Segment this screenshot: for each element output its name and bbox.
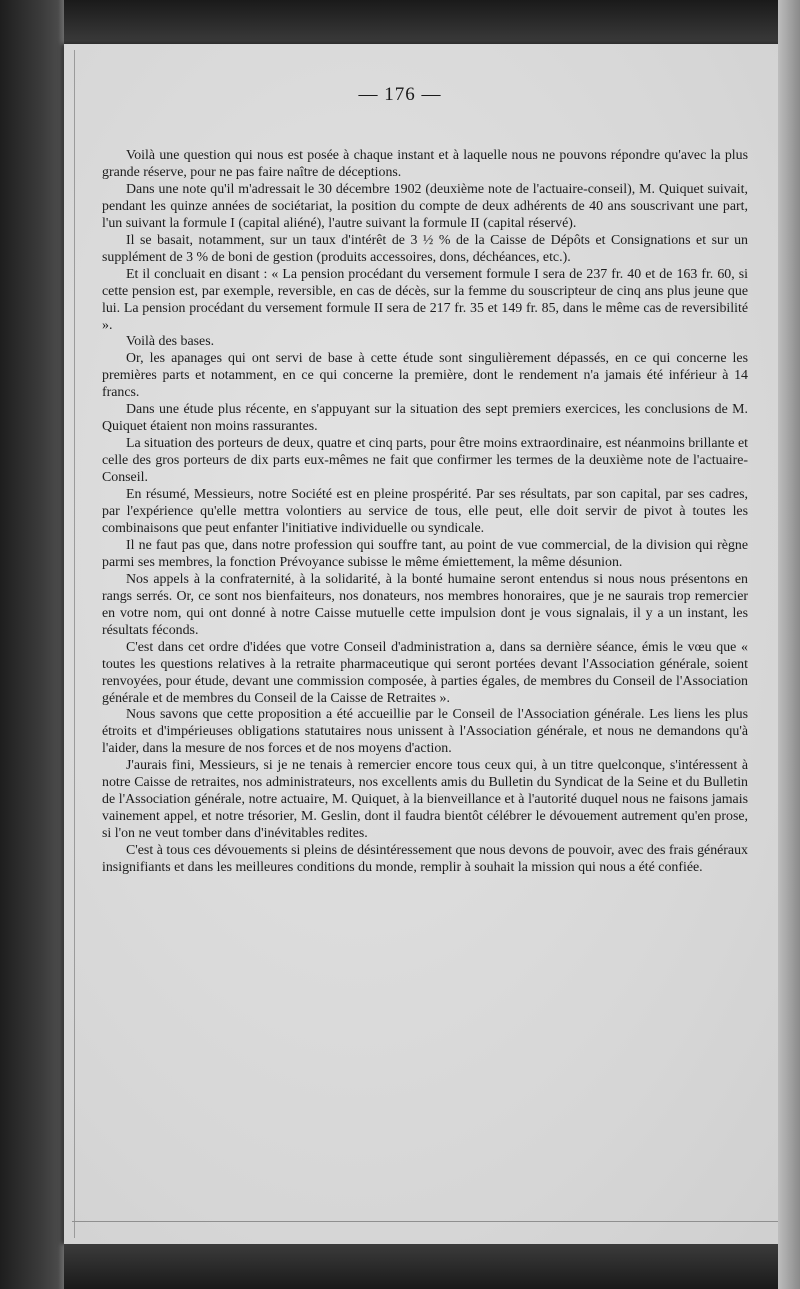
body-text — [102, 148, 748, 877]
paragraph: La situation des porteurs de deux, quatre et cinq parts, pour être moins extraordinaire, est néanmoins brillante et celle des gros porteurs de dix parts eux-mêmes ne fait que confirmer les termes de la deuxième note de l'actuaire-Conseil. — [102, 436, 748, 486]
page-number: — 176 — — [358, 84, 442, 105]
adjacent-page-edge — [778, 0, 800, 1289]
paragraph: C'est à tous ces dévouements si pleins de désintéressement que nous devons de pouvoir, avec des frais généraux insignifiants et dans les meilleures conditions du monde, remplir à souhait la mission qui nous a été confiée. — [102, 843, 748, 876]
paragraph: Nous savons que cette proposition a été accueillie par le Conseil de l'Association générale. Les liens les plus étroits et d'impérieuses obligations statutaires nous unissent à l'Association générale, et nous ne demandons qu'à l'aider, dans la mesure de nos forces et de nos moyens d'action. — [102, 707, 748, 757]
paragraph: Voilà des bases. — [126, 334, 215, 350]
paragraph: Voilà une question qui nous est posée à chaque instant et à laquelle nous ne pouvons répondre qu'avec la plus grande réserve, pour ne pas faire naître de déceptions. — [102, 148, 748, 180]
paragraph: C'est dans cet ordre d'idées que votre Conseil d'administration a, dans sa dernière séance, émis le vœu que « toutes les questions relatives à la retraite pharmaceutique qui seront portées devant l'Association générale, soient renvoyées, pour étude, devant une commission composée, à parties égales, de membres du Conseil de l'Association générale et de membres du Conseil de la Caisse de Retraites ». — [102, 639, 748, 706]
paragraph: Dans une note qu'il m'adressait le 30 décembre 1902 (deuxième note de l'actuaire-conseil), M. Quiquet suivait, pendant les quinze années de sociétariat, la position du compte de deux adhérents de 40 ans souscrivant une part, l'un suivant la formule I (capital aliéné), l'autre suivant la formule II (capital réservé). — [102, 181, 748, 231]
paragraph: Dans une étude plus récente, en s'appuyant sur la situation des sept premiers exercices, les conclusions de M. Quiquet étaient non moins rassurantes. — [102, 402, 748, 435]
paragraph: Il se basait, notamment, sur un taux d'intérêt de 3 ½ % de la Caisse de Dépôts et Consignations et sur un supplément de 3 % de boni de gestion (produits accessoires, dons, déchéances, etc.). — [102, 232, 748, 265]
paragraph: Il ne faut pas que, dans notre profession qui souffre tant, au point de vue commercial, de la division qui règne parmi ses membres, la fonction Prévoyance subisse le même émiettement, la même désunion. — [102, 537, 748, 570]
paragraph: Or, les apanages qui ont servi de base à cette étude sont singulièrement dépassés, en ce qui concerne les premières parts et notamment, en ce qui concerne la première, dont le rendement n'a jamais été inférieur à 14 francs. — [102, 351, 748, 401]
scan-bottom-margin — [64, 1244, 800, 1289]
scan-top-margin — [64, 0, 800, 44]
paragraph: J'aurais fini, Messieurs, si je ne tenais à remercier encore tous ceux qui, à un titre quelconque, s'intéressent à notre Caisse de retraites, nos administrateurs, nos excellents amis du Bulletin du Syndicat de la Seine et du Bulletin de l'Association générale, notre actuaire, M. Quiquet, à la bienveillance et à l'autorité duquel nous ne faisons jamais vainement appel, et notre trésorier, M. Geslin, dont il faudra bientôt célébrer le dévouement autrement qu'en prose, si l'on ne veut tomber dans d'inévitables redites. — [102, 758, 748, 842]
page-edge-line — [72, 1221, 800, 1222]
paragraph: Nos appels à la confraternité, à la solidarité, à la bonté humaine seront entendus si nous nous présentons en rangs serrés. Or, ce sont nos bienfaiteurs, nos donateurs, nos membres honoraires, que je ne saurais trop remercier en votre nom, qui ont donné à notre Caisse mutuelle cette impulsion dont je vous signalais, il y a un instant, les résultats féconds. — [102, 571, 748, 638]
paragraph: En résumé, Messieurs, notre Société est en pleine prospérité. Par ses résultats, par son capital, par ses cadres, par l'expérience qu'elle mettra volontiers au service de tous, elle peut, elle doit servir de pivot à toutes les combinaisons que peut enfanter l'initiative individuelle ou syndicale. — [102, 487, 748, 536]
paragraph: Et il concluait en disant : « La pension procédant du versement formule I sera de 237 fr. 40 et de 163 fr. 60, si cette pension est, par exemple, reversible, en cas de décès, sur la femme du souscripteur de cinq ans plus jeune que lui. La pension procédant du versement formule II sera de 217 fr. 35 et 149 fr. 85, dans le même cas de reversibilité ». — [102, 266, 748, 333]
